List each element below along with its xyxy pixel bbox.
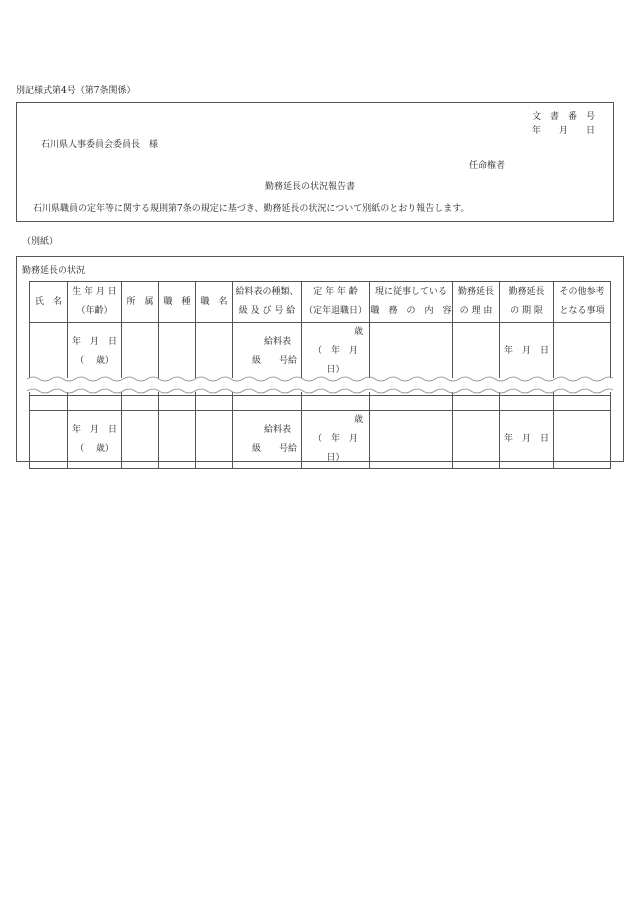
cell-other[interactable] [554,411,611,469]
header-job-type: 職 種 [159,282,196,323]
form-label: 別記様式第4号（第7条関係） [16,86,136,96]
cell-retire[interactable] [302,411,370,469]
salary-table-text: 給料表 [263,336,291,347]
addressee: 石川県人事委員会委員長 様 [41,140,159,150]
header-name: 氏 名 [30,282,68,323]
attachment-label: （別紙） [22,237,59,247]
report-body: 石川県職員の定年等に関する規則第7条の規定に基づき、勤務延長の状況について別紙のとおり報告します。 [33,204,470,214]
retire-date-text: （ 年 月 日） [312,346,368,375]
status-box [16,256,624,462]
header-birth-line1: 生 年 月 日 [72,287,117,297]
header-duty-line2: 職 務 の 内 容 [370,306,452,316]
header-reason [453,282,500,323]
cell-salary[interactable] [233,411,302,469]
header-salary-line2: 級 及 び 号 給 [238,306,296,316]
table-row [30,411,611,469]
cell-name[interactable] [30,411,68,469]
header-other-line1: その他参考 [559,287,605,297]
grade-text: 級 号給 [251,443,297,454]
birth-date-text: 年 月 日 [71,336,117,347]
birth-date-text: 年 月 日 [71,424,117,435]
cell-job-type[interactable] [159,411,196,469]
retire-age-text: 歳 [353,415,363,425]
header-period-line1: 勤務延長 [508,287,545,297]
header-job-title: 職 名 [196,282,233,323]
header-other [554,282,611,323]
header-birth-line2: （年齢） [76,306,113,316]
retire-date-text: （ 年 月 日） [312,434,368,463]
cell-reason[interactable] [453,411,500,469]
report-box [16,102,614,222]
status-title: 勤務延長の状況 [22,266,86,276]
age-text: （ 歳） [75,355,114,366]
header-row [30,282,611,323]
report-date: 年 月 日 [531,126,595,136]
cell-period[interactable]: 年 月 日 [500,323,554,381]
cell-job-title[interactable] [196,411,233,469]
retire-age-text: 歳 [353,327,363,337]
header-dept: 所 属 [122,282,159,323]
header-other-line2: となる事項 [559,306,605,316]
cell-duty[interactable] [370,411,453,469]
grade-text: 級 号給 [251,355,297,366]
header-period [500,282,554,323]
cell-dept[interactable] [122,411,159,469]
header-reason-line1: 勤務延長 [457,287,494,297]
break-wave-lines [27,372,613,398]
report-title: 勤務延長の状況報告書 [265,182,356,192]
doc-number: 文 書 番 号 [531,112,595,122]
header-salary-line1: 給料表の種類、 [235,287,299,297]
header-retire-line1: 定 年 年 齢 [313,287,358,297]
header-retire-line2: （定年退職日） [303,306,367,316]
header-retire [302,282,370,323]
cell-birth[interactable] [68,411,122,469]
salary-table-text: 給料表 [263,424,291,435]
age-text: （ 歳） [75,443,114,454]
header-reason-line2: の 理 由 [459,306,493,316]
header-period-line2: の 期 限 [510,306,543,316]
appointer: 任命権者 [469,161,506,171]
header-birth [68,282,122,323]
header-salary [233,282,302,323]
header-duty [370,282,453,323]
cell-period[interactable]: 年 月 日 [500,411,554,469]
header-duty-line1: 現に従事している [374,287,447,297]
